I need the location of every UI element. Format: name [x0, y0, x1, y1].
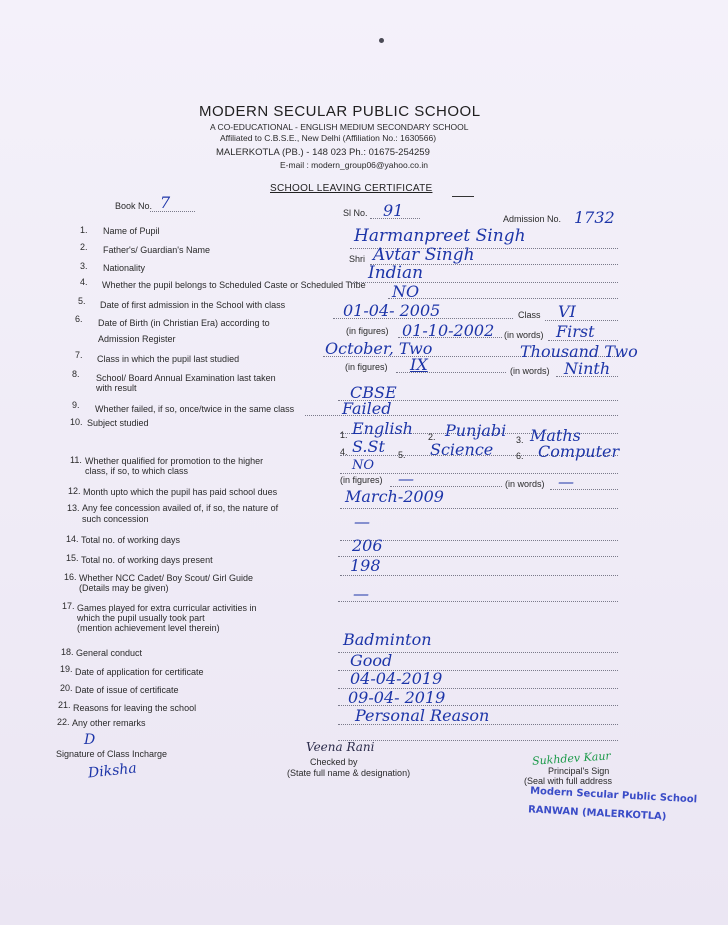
field-9-label: Whether failed, if so, once/twice in the same class [95, 404, 295, 414]
field-11-number: 11. [70, 455, 82, 465]
field-8-value: CBSE [350, 383, 397, 402]
field-6-words-value-c: Thousand Two [520, 342, 638, 361]
field-16-value: — [353, 584, 369, 603]
field-21-label: Reasons for leaving the school [73, 703, 197, 713]
header-line-2: Affiliated to C.B.S.E., New Delhi (Affiliation No.: 1630566) [220, 133, 437, 143]
field-5-number: 5. [78, 296, 86, 306]
field-7-fig-value: IX [410, 355, 428, 374]
field-14-value: 206 [352, 536, 383, 555]
field-6-label-a: Date of Birth (in Christian Era) according to [98, 318, 270, 328]
header-line-1: A CO-EDUCATIONAL - ENGLISH MEDIUM SECONDARY SCHOOL [210, 122, 469, 132]
subject-3: Maths [530, 426, 581, 445]
field-6-words-label: (in words) [504, 330, 544, 340]
field-4-number: 4. [80, 277, 88, 287]
field-13-value: — [354, 512, 370, 531]
field-2-label: Father's/ Guardian's Name [103, 245, 210, 255]
field-14-number: 14. [66, 534, 79, 544]
field-4-label: Whether the pupil belongs to Scheduled Caste or Scheduled Tribe [102, 280, 366, 290]
class-incharge-initial: D [84, 732, 96, 748]
field-2-value: Avtar Singh [373, 245, 475, 265]
field-22-label: Any other remarks [72, 718, 146, 728]
field-17-label-c: (mention achievement level therein) [77, 623, 220, 633]
field-7-number: 7. [75, 350, 83, 360]
field-18-number: 18. [61, 647, 74, 657]
subject-2: Punjabi [445, 421, 507, 440]
field-13-label-a: Any fee concession availed of, if so, the nature of [82, 503, 279, 513]
subject-6-number: 6. [516, 451, 524, 461]
field-2-prefix: Shri [349, 254, 366, 264]
field-12-label: Month upto which the pupil has paid school dues [83, 487, 278, 497]
field-5-label: Date of first admission in the School with class [100, 300, 286, 310]
school-stamp-line-1: Modern Secular Public School [529, 785, 698, 806]
field-17-label-a: Games played for extra curricular activities in [77, 603, 257, 613]
field-7-words-value: Ninth [564, 359, 611, 378]
field-12-number: 12. [68, 486, 81, 496]
field-19-number: 19. [60, 664, 73, 674]
field-11-value: NO [352, 458, 375, 473]
field-19-value: 04-04-2019 [350, 669, 443, 688]
field-16-number: 16. [64, 572, 77, 582]
field-7-label: Class in which the pupil last studied [97, 354, 240, 364]
checked-by-designation-label: (State full name & designation) [287, 768, 411, 778]
field-12-value: March-2009 [345, 487, 444, 506]
field-15-label: Total no. of working days present [81, 555, 213, 565]
principal-seal-label: (Seal with full address [524, 776, 613, 786]
field-18-label: General conduct [76, 648, 143, 658]
field-5-class-value: VI [558, 302, 576, 321]
field-4-value: NO [392, 282, 420, 301]
field-1-label: Name of Pupil [103, 226, 160, 236]
field-9-value: Failed [342, 399, 392, 418]
class-incharge-signature: Diksha [87, 760, 138, 782]
field-1-number: 1. [80, 225, 88, 235]
header-line-4: E-mail : modern_group06@yahoo.co.in [280, 160, 429, 170]
sl-no-label: Sl No. [343, 208, 368, 218]
book-no-label: Book No. [115, 201, 153, 211]
field-18-value: Good [350, 651, 393, 670]
subject-2-number: 2. [428, 432, 436, 442]
field-17-label-b: which the pupil usually took part [77, 613, 205, 623]
principal-sign-label: Principal's Sign [548, 766, 610, 776]
field-5-class-label: Class [518, 310, 541, 320]
checked-by-signature: Veena Rani [306, 740, 375, 754]
admission-no-value: 1732 [574, 208, 615, 227]
field-17-value: Badminton [343, 630, 432, 649]
field-3-number: 3. [80, 261, 88, 271]
checked-by-label: Checked by [310, 757, 358, 767]
field-7-fig-label: (in figures) [345, 362, 388, 372]
punch-hole-mark [379, 38, 384, 43]
subject-1: English [352, 419, 413, 438]
field-10-number: 10. [70, 417, 83, 427]
field-21-value: Personal Reason [355, 706, 490, 725]
field-8-number: 8. [72, 369, 80, 379]
class-incharge-label: Signature of Class Incharge [56, 749, 168, 759]
field-11-label-b: class, if so, to which class [85, 466, 189, 476]
field-21-number: 21. [58, 700, 71, 710]
field-5-value: 01-04- 2005 [343, 301, 441, 320]
field-10-label: Subject studied [87, 418, 149, 428]
field-8-label-a: School/ Board Annual Examination last taken [96, 373, 276, 383]
certificate-title: SCHOOL LEAVING CERTIFICATE [270, 183, 433, 194]
field-6-number: 6. [75, 314, 83, 324]
book-no-value: 7 [160, 193, 171, 212]
subject-4-number: 4. [340, 447, 348, 457]
admission-no-label: Admission No. [503, 214, 562, 224]
subject-4: S.St [352, 437, 385, 456]
field-1-value: Harmanpreet Singh [354, 226, 526, 246]
subject-5: Science [430, 440, 494, 459]
field-6-fig-value: 01-10-2002 [402, 321, 495, 340]
subject-3-number: 3. [516, 435, 524, 445]
header-line-3: MALERKOTLA (PB.) - 148 023 Ph.: 01675-254259 [216, 147, 430, 158]
field-6-words-value-a: First [556, 322, 595, 341]
field-16-label-a: Whether NCC Cadet/ Boy Scout/ Girl Guide [79, 573, 254, 583]
field-14-label: Total no. of working days [81, 535, 181, 545]
field-17-number: 17. [62, 601, 75, 611]
field-15-number: 15. [66, 553, 79, 563]
school-stamp-line-2: RANWAN (MALERKOTLA) [527, 804, 667, 823]
field-20-number: 20. [60, 683, 73, 693]
field-15-value: 198 [350, 556, 381, 575]
field-11-words-value: — [558, 472, 574, 491]
field-11-fig-value: — [398, 469, 414, 488]
field-3-value: Indian [368, 263, 424, 283]
subject-6: Computer [538, 442, 620, 461]
subject-1-number: 1. [340, 430, 348, 440]
field-22-number: 22. [57, 717, 70, 727]
field-13-number: 13. [67, 503, 80, 513]
field-16-label-b: (Details may be given) [79, 583, 169, 593]
field-2-number: 2. [80, 242, 88, 252]
principal-signature: Sukhdev Kaur [531, 749, 612, 768]
field-11-label-a: Whether qualified for promotion to the higher [85, 456, 264, 466]
field-11-fig-label: (in figures) [340, 475, 383, 485]
field-20-label: Date of issue of certificate [75, 685, 179, 695]
field-3-label: Nationality [103, 263, 146, 273]
field-13-label-b: such concession [82, 514, 149, 524]
field-9-number: 9. [72, 400, 80, 410]
field-20-value: 09-04- 2019 [348, 688, 446, 707]
subject-5-number: 5. [398, 450, 406, 460]
school-name: MODERN SECULAR PUBLIC SCHOOL [199, 103, 481, 120]
field-8-label-b: with result [96, 383, 137, 393]
field-19-label: Date of application for certificate [75, 667, 204, 677]
field-7-words-label: (in words) [510, 366, 550, 376]
field-6-label-b: Admission Register [98, 334, 176, 344]
field-6-fig-label: (in figures) [346, 326, 389, 336]
field-6-words-value-b: October, Two [325, 339, 433, 358]
sl-no-value: 91 [383, 201, 404, 220]
field-11-words-label: (in words) [505, 479, 545, 489]
